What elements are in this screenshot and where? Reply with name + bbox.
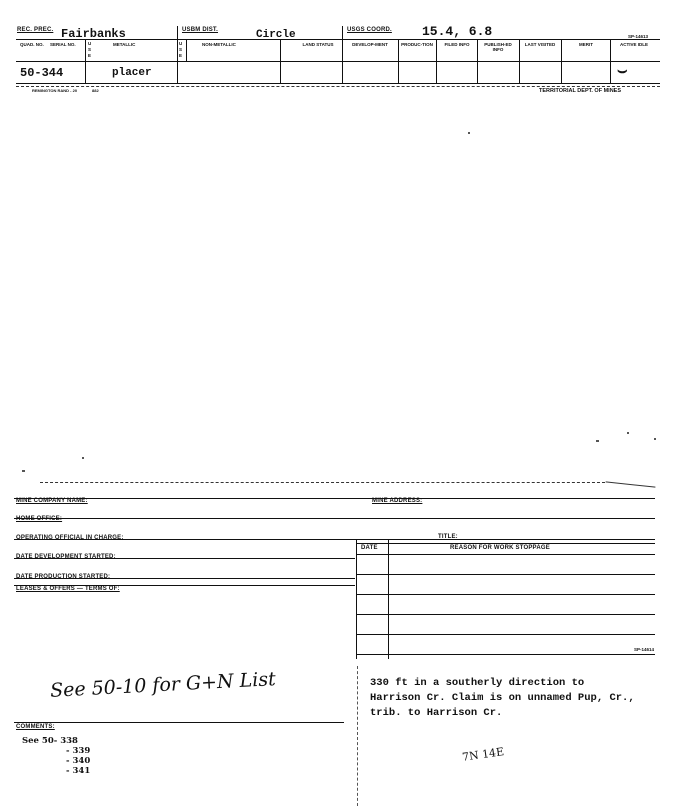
- serial-no-label: SERIAL NO.: [50, 42, 76, 47]
- scan-speck: [596, 440, 599, 442]
- usgs-coord-value: 15.4, 6.8: [422, 24, 493, 39]
- metallic-label: METALLIC: [113, 42, 136, 47]
- last-visited-label: LAST VISITED: [524, 42, 556, 47]
- active-idle-mark: ⌣: [617, 62, 628, 79]
- comment-line: - 341: [66, 766, 91, 776]
- typed-location-note: 330 ft in a southerly direction to Harrison Cr. Claim is on unnamed Pup, Cr., trib. to Harrison Cr.: [370, 677, 635, 719]
- reason-column-header: REASON FOR WORK STOPPAGE: [450, 545, 550, 551]
- production-label: PRODUC-TION: [401, 42, 433, 47]
- operating-official-label: OPERATING OFFICIAL IN CHARGE:: [16, 535, 124, 541]
- footer-left: REMINGTON RAND - 20: [32, 88, 78, 93]
- top-card-dashed-edge: [16, 86, 660, 87]
- footer-right: TERRITORIAL DEPT. OF MINES: [539, 88, 621, 94]
- back-index-card: [0, 470, 678, 809]
- scan-speck: [468, 132, 470, 134]
- comments-handwritten: [22, 736, 90, 776]
- use-letters-right: U S E: [179, 41, 183, 58]
- date-dev-started-label: DATE DEVELOPMENT STARTED:: [16, 554, 116, 560]
- title-label: TITLE:: [438, 534, 458, 540]
- filed-info-label: FILED INFO: [444, 42, 470, 47]
- home-office-label: HOME OFFICE:: [16, 516, 63, 522]
- rec-prec-value: Fairbanks: [61, 27, 126, 41]
- development-label: DEVELOP-MENT: [352, 42, 388, 47]
- rec-prec-label: REC. PREC.: [17, 27, 54, 33]
- scan-speck: [82, 457, 84, 459]
- back-card-dashed-edge: [40, 482, 605, 483]
- use-letters-left: U S E: [88, 41, 92, 58]
- metallic-value: placer: [112, 67, 152, 79]
- scan-speck: [654, 438, 656, 440]
- published-info-label: PUBLISH-ED INFO: [484, 42, 512, 52]
- land-status-label: LAND STATUS: [302, 42, 334, 47]
- comment-line: - 340: [66, 756, 91, 766]
- leases-offers-label: LEASES & OFFERS — TERMS OF:: [16, 586, 120, 592]
- non-metallic-label: NON-METALLIC: [202, 42, 236, 47]
- date-column-header: DATE: [361, 545, 378, 551]
- active-idle-label: ACTIVE IDLE: [619, 42, 648, 47]
- merit-label: MERIT: [579, 42, 593, 47]
- mine-company-name-label: MINE COMPANY NAME:: [16, 498, 88, 504]
- usgs-coord-label: USGS COORD.: [347, 27, 392, 33]
- form-number-bottom: SP-14614: [634, 647, 655, 652]
- footer-left-code: 882: [92, 88, 99, 93]
- comment-line: - 339: [66, 746, 91, 756]
- mine-address-label: MINE ADDRESS:: [372, 498, 423, 504]
- center-dashed-guide: [357, 666, 358, 806]
- scan-speck: [627, 432, 629, 434]
- handwritten-coord: 7N 14E: [461, 745, 505, 764]
- quad-no-label: QUAD. NO.: [20, 42, 44, 47]
- handwritten-see-note: See 50-10 for G+N List: [49, 668, 277, 702]
- comments-label: COMMENTS:: [16, 724, 55, 730]
- top-index-card: [0, 0, 678, 110]
- quad-serial-value: 50-344: [20, 66, 64, 80]
- comment-line: See 50- 338: [22, 736, 78, 746]
- usbm-dist-value: Circle: [256, 29, 296, 41]
- form-number-top: SP-14613: [628, 34, 649, 39]
- back-card-edge-curve: [605, 481, 656, 497]
- usbm-dist-label: USBM DIST.: [182, 27, 219, 33]
- date-prod-started-label: DATE PRODUCTION STARTED:: [16, 574, 111, 580]
